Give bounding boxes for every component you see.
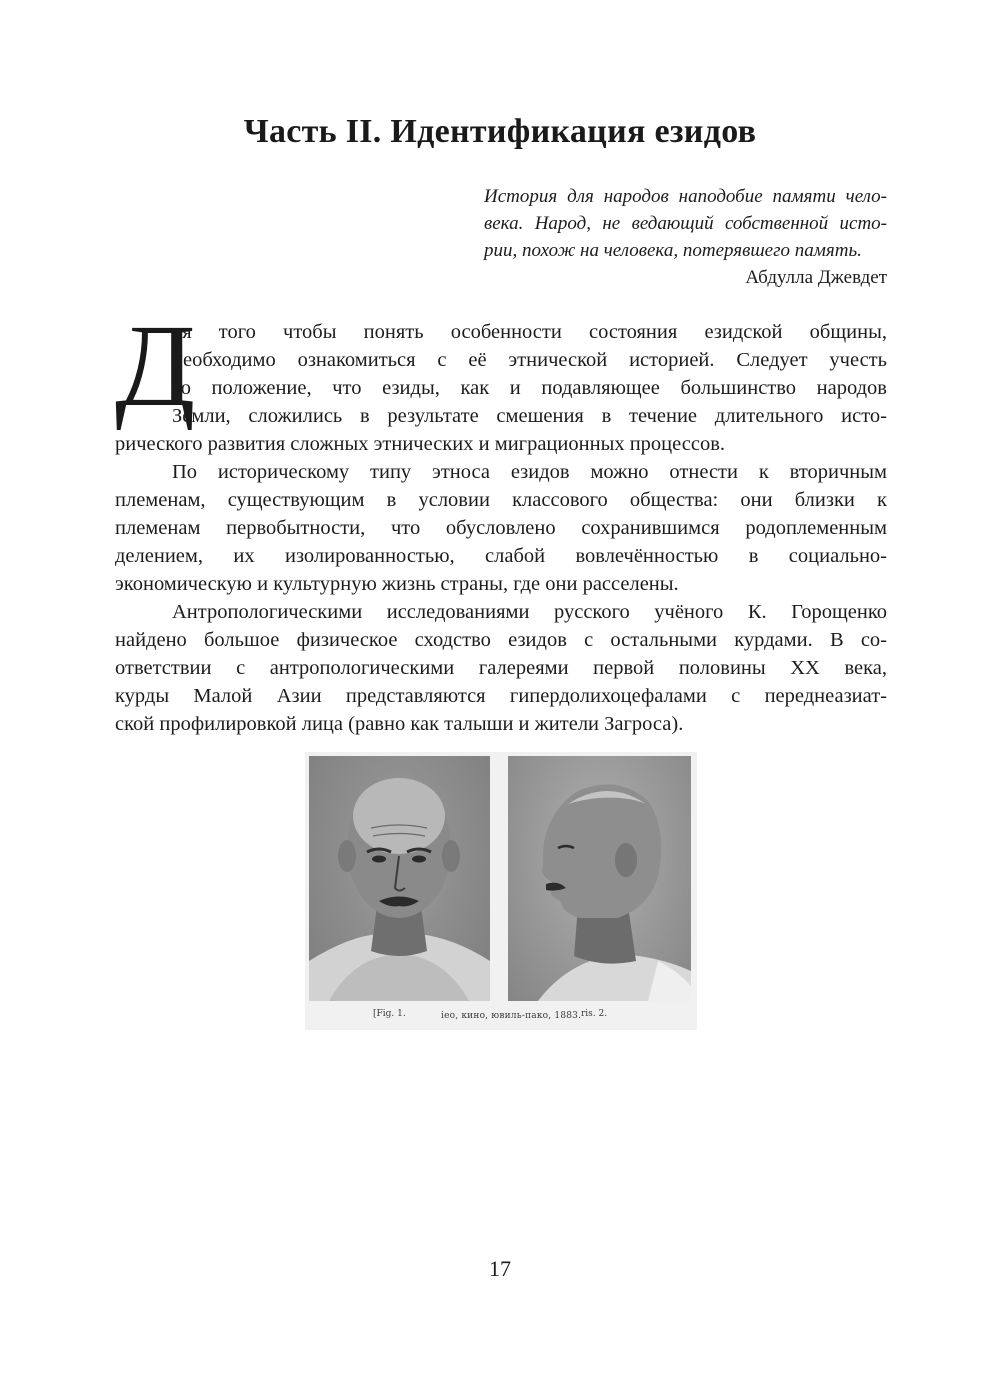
epigraph bbox=[484, 183, 887, 291]
text-line: найдено большое физическое сходство езидов с остальными курдами. В со- bbox=[115, 629, 887, 651]
epigraph-line: рии, похож на человека, потерявшего память. bbox=[484, 240, 862, 261]
text-line: племенам, существующим в условии классового общества: они близки к bbox=[115, 489, 887, 511]
text-line: ской профилировкой лица (равно как талыши и жители Загроса). bbox=[115, 713, 684, 735]
epigraph-line: века. Народ, не ведающий собственной исто- bbox=[484, 213, 887, 234]
portrait-profile-photo bbox=[508, 756, 691, 1001]
text-line: делением, их изолированностью, слабой вовлечённостью в социально- bbox=[115, 545, 887, 567]
text-line: Земли, сложились в результате смешения в течение длительного исто- bbox=[172, 405, 887, 427]
photo-figure bbox=[305, 752, 697, 1030]
text-line: ля того чтобы понять особенности состояния езидской общины, bbox=[172, 321, 887, 343]
text-line: экономическую и культурную жизнь страны, где они расселены. bbox=[115, 573, 679, 595]
text-line: то положение, что езиды, как и подавляющее большинство народов bbox=[172, 377, 887, 399]
text-line: ответствии с антропологическими галереями первой половины XX века, bbox=[115, 657, 887, 679]
drop-cap: Д bbox=[115, 300, 196, 431]
epigraph-author: Абдулла Джевдет bbox=[745, 267, 887, 288]
figure-caption-center: ieo, кино, ювиль-пако, 1883. bbox=[441, 1011, 582, 1021]
text-line: Антропологическими исследованиями русского учёного К. Горощенко bbox=[172, 601, 887, 623]
text-line: племенам первобытности, что обусловлено сохранившимся родоплеменным bbox=[115, 517, 887, 539]
epigraph-line: История для народов наподобие памяти чело- bbox=[484, 186, 887, 207]
figure-caption-left: [Fig. 1. bbox=[373, 1009, 406, 1019]
figure-caption-right: ris. 2. bbox=[581, 1009, 608, 1019]
chapter-title: Часть II. Идентификация езидов bbox=[243, 113, 757, 150]
text-line: рического развития сложных этнических и миграционных процессов. bbox=[115, 433, 726, 455]
figure-caption bbox=[305, 1009, 697, 1025]
portrait-front-photo bbox=[309, 756, 490, 1001]
text-line: необходимо ознакомиться с её этнической историей. Следует учесть bbox=[172, 349, 887, 371]
text-line: По историческому типу этноса езидов можно отнести к вторичным bbox=[172, 461, 887, 483]
portrait-front-image bbox=[309, 756, 490, 1001]
main-text bbox=[115, 300, 887, 738]
page-number: 17 bbox=[489, 1256, 511, 1281]
portrait-profile-image bbox=[508, 756, 691, 1001]
text-line: курды Малой Азии представляются гипердолихоцефалами с переднеазиат- bbox=[115, 685, 887, 707]
